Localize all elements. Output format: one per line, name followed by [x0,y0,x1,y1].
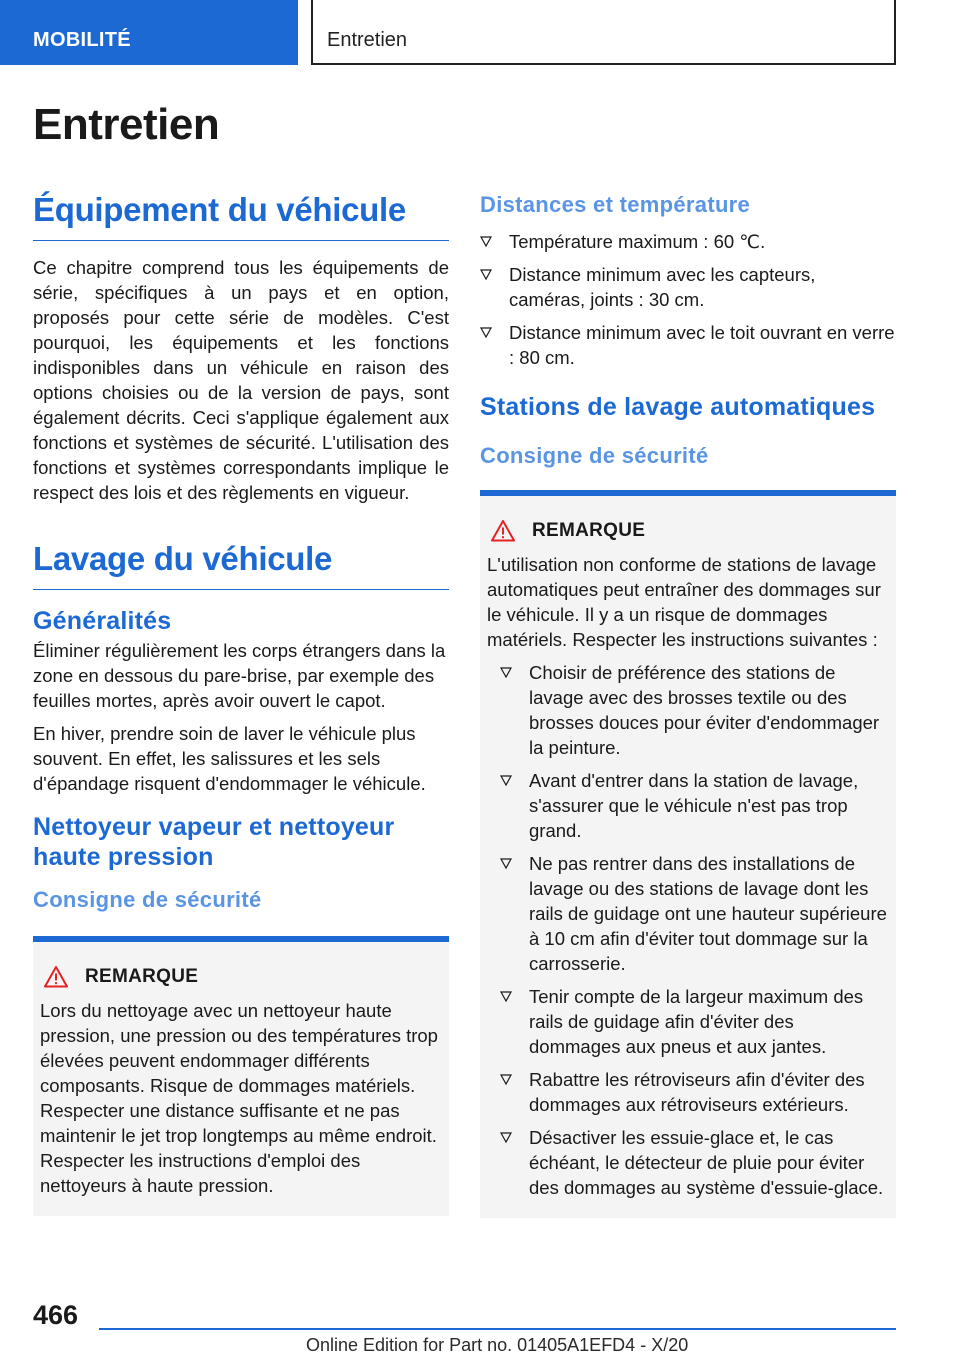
triangle-bullet-icon [480,327,492,339]
breadcrumb[interactable]: Entretien [311,0,896,65]
triangle-bullet-icon [500,991,512,1003]
list-item [500,768,889,843]
page-title: Entretien [33,100,220,149]
equipment-paragraph: Ce chapitre comprend tous les équipements de série, spécifiques à un pays et en option, proposés pour cette série de modèles. C'est pourquoi, les équipements et les fonctions indisponibles dans un véhicule en raison des options choisies ou de la version de pays, sont également décrits. Ceci s'applique également aux fonctions et systèmes de sécurité. L'utilisation des fonctions et systèmes correspondants implique le respect des lois et des règlements en vigueur. [33,257,449,503]
list-item [500,1067,889,1117]
notice-title: REMARQUE [532,520,646,541]
notice-text: Lors du nettoyage avec un nettoyeur haute pression, une pression ou des températures trop élevées peuvent endommager différents composants. Risque de dommages matériels. Respecter une distance suffisante et ne pas maintenir le jet trop longtemps au même endroit. Respecter les instructions d'emploi des nettoyeurs à haute pression. [40,1000,438,1196]
distances-heading: Distances et température [480,192,751,217]
list-item-text: Température maximum : 60 ℃. [509,231,766,252]
list-item-text: Rabattre les rétroviseurs afin d'éviter des dommages aux rétroviseurs extérieurs. [529,1069,865,1115]
notice-list [487,660,889,1200]
list-item-text: Désactiver les essuie-glace et, le cas échéant, le détecteur de pluie pour éviter des dommages au système d'essuie-glace. [529,1127,884,1198]
section-tab[interactable]: MOBILITÉ [0,0,298,65]
list-item [480,320,896,370]
list-item [500,984,889,1059]
warning-triangle-icon [491,519,515,543]
general-heading: Généralités [33,607,172,635]
list-item-text: Distance minimum avec les capteurs, caméras, joints : 30 cm. [509,264,816,310]
steam-cleaner-heading: Nettoyeur vapeur et nettoyeur haute pression [33,813,395,871]
triangle-bullet-icon [500,775,512,787]
footer-edition: Online Edition for Part no. 01405A1EFD4 - X/20 [306,1335,689,1355]
triangle-bullet-icon [480,236,492,248]
list-item-text: Ne pas rentrer dans des installations de lavage ou des stations de lavage dont les rails de guidage ont une hauteur supérieure à 10 cm afin d'éviter tout dommage sur la carrosserie. [529,853,887,974]
list-item-text: Distance minimum avec le toit ouvrant en verre : 80 cm. [509,322,895,368]
footer-divider [99,1328,896,1330]
list-item-text: Choisir de préférence des stations de lavage avec des brosses textile ou des brosses douces pour éviter d'endommager la peinture. [529,662,880,758]
list-item [480,262,896,312]
notice-text: L'utilisation non conforme de stations de lavage automatiques peut entraîner des dommages sur le véhicule. Il y a un risque de dommages matériels. Respecter les instructions suivantes : [487,554,881,650]
left-column [33,190,449,1216]
general-paragraph-1: Éliminer régulièrement les corps étrangers dans la zone en dessous du pare-brise, par exemple des feuilles mortes, après avoir ouvert le capot. [33,640,446,711]
notice-header [40,962,442,992]
warning-triangle-icon [44,965,68,989]
notice-box-left [33,936,449,1216]
list-item [480,229,896,254]
notice-box-right [480,490,896,1218]
washing-heading: Lavage du véhicule [33,539,449,590]
stations-heading: Stations de lavage automatiques [480,393,876,421]
general-paragraph-2: En hiver, prendre soin de laver le véhicule plus souvent. En effet, les salissures et les sels d'épandage risquent d'endommager le véhicule. [33,723,426,794]
list-item-text: Avant d'entrer dans la station de lavage, s'assurer que le véhicule n'est pas trop grand. [529,770,859,841]
list-item-text: Tenir compte de la largeur maximum des rails de guidage afin d'éviter des dommages aux pneus et aux jantes. [529,986,864,1057]
triangle-bullet-icon [480,269,492,281]
safety-heading-right: Consigne de sécurité [480,443,709,468]
distances-list [480,229,896,370]
right-column [480,191,896,1218]
page-number: 466 [33,1300,79,1330]
notice-header [487,516,889,546]
triangle-bullet-icon [500,1132,512,1144]
list-item [500,851,889,976]
safety-heading-left: Consigne de sécurité [33,887,262,912]
triangle-bullet-icon [500,858,512,870]
triangle-bullet-icon [500,1074,512,1086]
list-item [500,1125,889,1200]
list-item [500,660,889,760]
notice-title: REMARQUE [85,966,199,987]
triangle-bullet-icon [500,667,512,679]
equipment-heading: Équipement du véhicule [33,190,449,241]
